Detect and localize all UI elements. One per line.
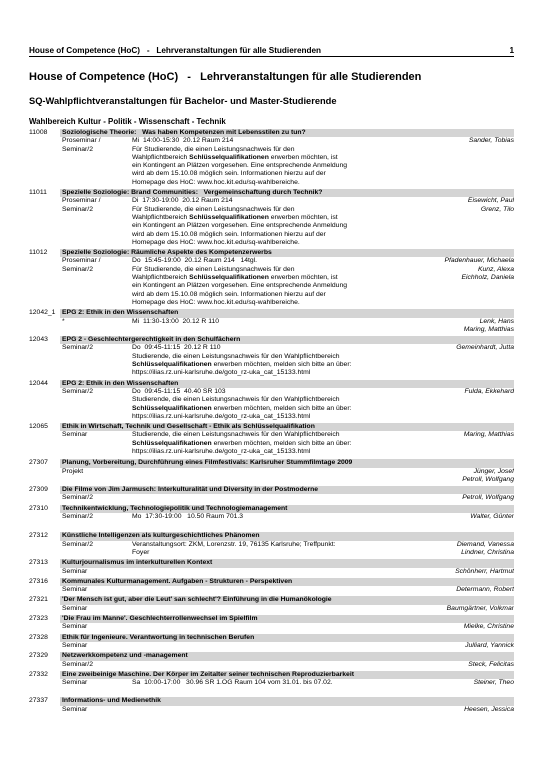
course-number: 11008 (29, 129, 48, 136)
course-type (60, 661, 132, 669)
course-entry (29, 309, 514, 334)
course-type-line: Seminar/2 (62, 205, 93, 213)
course-title: Soziologische Theorie: Was haben Kompetenzen mit Lebensstilen zu tun? (60, 129, 514, 137)
course-type-line: Seminar/2 (62, 344, 93, 352)
course-type (60, 257, 132, 307)
lecturer-name: Heesen, Jessica (464, 705, 514, 713)
course-type (60, 586, 132, 594)
course-title: Kulturjournalismus im interkulturellen Kontext (60, 559, 514, 567)
course-entry (29, 459, 514, 484)
course-entry (29, 249, 514, 307)
course-title: Künstliche Intelligenzen als kulturgeschichtliches Phänomen (60, 532, 514, 540)
course-type-line: Seminar/2 (62, 660, 93, 668)
course-lecturers (404, 494, 514, 502)
lecturer-name: Lenk, Hans (479, 317, 514, 325)
course-detail-line: Do 09:45-11:15 40.40 SR 103 (132, 387, 226, 395)
lecturer-name: Diemand, Vanessa (456, 540, 514, 548)
course-title-row (29, 615, 514, 623)
course-details (29, 494, 514, 502)
course-number: 12043 (29, 336, 48, 344)
course-number: 27328 (29, 633, 48, 641)
course-type (60, 137, 132, 187)
lecturer-name: Julliard, Yannick (465, 641, 514, 649)
lecturer-name: Grenz, Tilo (480, 205, 514, 213)
lecturer-name: Eichholz, Daniela (461, 274, 514, 282)
course-details (29, 642, 514, 650)
course-schedule (132, 642, 404, 650)
lecturer-name: Lindner, Christina (461, 548, 514, 556)
course-schedule (132, 137, 404, 187)
lecturer-name: Jünger, Josef (473, 467, 514, 475)
course-schedule (132, 586, 404, 594)
course-type (60, 468, 132, 485)
course-detail-line: Homepage des HoC: www.hoc.kit.edu/sq-wahlbereiche. (132, 178, 300, 186)
course-entry (29, 189, 514, 247)
course-detail-line: Studierende, die einen Leistungsnachweis für den Wahlpflichtbereich (132, 431, 340, 439)
course-detail-line: Veranstaltungsort: ZKM, Lorenzstr. 19, 76135 Karlsruhe; Treffpunkt: (132, 540, 336, 548)
course-title-row (29, 336, 514, 344)
course-title-row (29, 423, 514, 431)
course-detail-line: ein Kontingent an Plätzen vorgesehen. Eine entsprechende Anmeldung (132, 282, 348, 290)
course-entry (29, 652, 514, 669)
course-title-row (29, 189, 514, 197)
course-detail-line: Mi 11:30-13:00 20.12 R 110 (132, 317, 220, 325)
keyword-emphasis: Schlüsselqualifikationen (189, 213, 269, 221)
course-entry (29, 615, 514, 632)
lecturer-name: Gemeinhardt, Jutta (456, 344, 514, 352)
course-lecturers (404, 541, 514, 558)
course-title: 'Der Mensch ist gut, aber die Leut' san schlecht'? Einführung in die Humanökologie (60, 596, 514, 604)
course-detail-line: Mo 17:30-19:00 10.50 Raum 701.3 (132, 513, 244, 521)
course-schedule (132, 679, 404, 687)
course-lecturers (404, 318, 514, 335)
course-schedule (132, 513, 404, 521)
course-entry (29, 634, 514, 651)
section-heading: Wahlbereich Kultur - Politik - Wissenschaft - Technik (29, 117, 226, 126)
lecturer-name: Kunz, Alexa (477, 265, 514, 273)
course-detail-line: Sa 10:00-17:00 30.96 SR 1.OG Raum 104 vom 31.01. bis 07.02. (132, 679, 333, 687)
course-type-line: Proseminar / (62, 137, 101, 145)
course-number: 27329 (29, 652, 48, 660)
course-number: 27316 (29, 577, 48, 585)
course-detail-line: https://ilias.rz.uni-karlsruhe.de/goto_rz-uka_cat_15133.html (132, 447, 311, 455)
course-detail-line: wird ab dem 15.10.08 möglich sein. Informationen hierzu auf der (132, 290, 326, 298)
course-title-row (29, 249, 514, 257)
course-details (29, 344, 514, 377)
lecturer-name: Sander, Tobias (468, 137, 514, 145)
course-details (29, 541, 514, 558)
keyword-emphasis: Schlüsselqualifikationen (189, 153, 269, 161)
course-number: 12065 (29, 423, 48, 431)
course-detail-line: Wahlpflichtbereich Schlüsselqualifikationen erwerben möchten, ist (132, 274, 338, 282)
course-title: Spezielle Soziologie: Räumliche Aspekte des Kompetenzerwerbs (60, 249, 514, 257)
course-title: EPG 2: Ethik in den Wissenschaften (60, 309, 514, 317)
course-detail-line: https://ilias.rz.uni-karlsruhe.de/goto_rz-uka_cat_15133.html (132, 369, 311, 377)
course-detail-line: Wahlpflichtbereich Schlüsselqualifikationen erwerben möchten, ist (132, 213, 338, 221)
lecturer-name: Maring, Matthias (463, 325, 514, 333)
lecturer-name: Petroll, Wolfgang (462, 475, 514, 483)
course-detail-line: wird ab dem 15.10.08 möglich sein. Informationen hierzu auf der (132, 170, 326, 178)
course-detail-line: Foyer (132, 548, 150, 556)
course-detail-line: Studierende, die einen Leistungsnachweis für den Wahlpflichtbereich (132, 396, 340, 404)
lecturer-name: Pfadenhauer, Michaela (444, 257, 514, 265)
course-schedule (132, 623, 404, 631)
course-type (60, 318, 132, 335)
course-schedule (132, 568, 404, 576)
running-header-title: House of Competence (HoC) - Lehrveranstaltungen für alle Studierenden (29, 46, 322, 55)
course-lecturers (404, 642, 514, 650)
course-details (29, 388, 514, 421)
course-number: 12042_1 (29, 309, 56, 317)
course-type (60, 568, 132, 576)
course-type (60, 344, 132, 377)
lecturer-name: Steck, Felicitas (468, 660, 514, 668)
course-title-row (29, 559, 514, 567)
lecturer-name: Mielke, Christine (463, 623, 514, 631)
course-type (60, 388, 132, 421)
course-schedule (132, 344, 404, 377)
course-entry (29, 671, 514, 688)
course-entry (29, 129, 514, 187)
course-lecturers (404, 605, 514, 613)
course-schedule (132, 494, 404, 502)
course-detail-line: Do 15:45-19:00 20.12 Raum 214 14tgl. (132, 257, 258, 265)
course-lecturers (404, 344, 514, 377)
course-details (29, 568, 514, 576)
lecturer-name: Steiner, Theo (473, 679, 514, 687)
lecturer-name: Determann, Robert (456, 586, 514, 594)
course-title-row (29, 578, 514, 586)
course-details (29, 318, 514, 335)
course-lecturers (404, 431, 514, 456)
course-type-line: Seminar (62, 586, 88, 594)
lecturer-name: Schönherr, Hartmut (455, 567, 514, 575)
course-type (60, 494, 132, 502)
keyword-emphasis: Schlüsselqualifikationen (189, 274, 269, 282)
keyword-emphasis: Schlüsselqualifikationen (132, 404, 212, 412)
course-number: 27310 (29, 504, 48, 512)
course-schedule (132, 388, 404, 421)
course-schedule (132, 468, 404, 485)
course-schedule (132, 318, 404, 335)
course-lecturers (404, 623, 514, 631)
page-title: House of Competence (HoC) - Lehrveranstaltungen für alle Studierenden (29, 71, 422, 83)
course-details (29, 431, 514, 456)
lecturer-name: Maring, Matthias (463, 431, 514, 439)
course-lecturers (404, 197, 514, 247)
course-type (60, 513, 132, 521)
course-lecturers (404, 568, 514, 576)
course-title: Kommunales Kulturmanagement. Aufgaben - Strukturen - Perspektiven (60, 578, 514, 586)
lecturer-name: Petroll, Wolfgang (462, 494, 514, 502)
course-lecturers (404, 513, 514, 521)
course-type-line: Seminar (62, 623, 88, 631)
course-detail-line: https://ilias.rz.uni-karlsruhe.de/goto_rz-uka_cat_15133.html (132, 412, 311, 420)
keyword-emphasis: Schlüsselqualifikationen (132, 361, 212, 369)
course-lecturers (404, 137, 514, 187)
course-title-row (29, 532, 514, 540)
running-header (29, 46, 514, 57)
course-entry (29, 532, 514, 557)
course-title-row (29, 697, 514, 705)
course-type-line: Proseminar / (62, 197, 101, 205)
course-type (60, 679, 132, 687)
course-detail-line: Mi 14:00-15:30 20.12 Raum 214 (132, 137, 234, 145)
course-lecturers (404, 586, 514, 594)
course-type-line: Seminar/2 (62, 387, 93, 395)
course-detail-line: wird ab dem 15.10.08 möglich sein. Informationen hierzu auf der (132, 230, 326, 238)
course-schedule (132, 605, 404, 613)
course-type-line: * (62, 317, 65, 325)
course-number: 27337 (29, 697, 48, 705)
course-details (29, 468, 514, 485)
course-title-row (29, 634, 514, 642)
lecturer-name: Baumgärtner, Volkmar (446, 604, 514, 612)
course-number: 27312 (29, 532, 48, 540)
course-title: EPG 2 - Geschlechtergerechtigkeit in den Schulfächern (60, 336, 514, 344)
course-type-line: Seminar (62, 431, 88, 439)
course-type-line: Proseminar / (62, 257, 101, 265)
course-number: 27307 (29, 459, 48, 467)
course-details (29, 257, 514, 307)
course-details (29, 605, 514, 613)
course-type-line: Seminar/2 (62, 494, 93, 502)
course-title-row (29, 596, 514, 604)
course-entry (29, 336, 514, 377)
course-lecturers (404, 661, 514, 669)
course-title: 'Die Frau im Manne'. Geschlechterrollenwechsel im Spielfilm (60, 615, 514, 623)
course-detail-line: Schlüsselqualifikationen erwerben möchten, melden sich bitte an über: (132, 361, 352, 369)
course-number: 27321 (29, 596, 48, 604)
course-number: 27309 (29, 486, 48, 494)
course-detail-line: ein Kontingent an Plätzen vorgesehen. Eine entsprechende Anmeldung (132, 222, 348, 230)
course-entry (29, 578, 514, 595)
course-lecturers (404, 388, 514, 421)
course-number: 12044 (29, 379, 48, 387)
course-number: 11011 (29, 189, 47, 197)
course-lecturers (404, 257, 514, 307)
lecturer-name: Fulda, Ekkehard (464, 387, 514, 395)
course-entry (29, 423, 514, 456)
course-number: 27332 (29, 670, 48, 678)
course-title: Spezielle Soziologie: Brand Communities: Vergemeinschaftung durch Technik? (60, 189, 514, 197)
course-title-row (29, 671, 514, 679)
course-detail-line: Schlüsselqualifikationen erwerben möchten, melden sich bitte an über: (132, 404, 352, 412)
course-title: Planung, Vorbereitung, Durchführung eines Filmfestivals: Karlsruher Stummfilmtage 2009 (60, 459, 514, 467)
course-title: Die Filme von Jim Jarmusch: Interkulturalität und Diversity in der Postmoderne (60, 486, 514, 494)
course-title-row (29, 459, 514, 467)
course-lecturers (404, 706, 514, 714)
course-entry (29, 596, 514, 613)
course-type-line: Seminar/2 (62, 513, 93, 521)
course-entry (29, 559, 514, 576)
course-type (60, 541, 132, 558)
course-detail-line: Di 17:30-19:00 20.12 Raum 214 (132, 197, 233, 205)
course-detail-line: Schlüsselqualifikationen erwerben möchten, melden sich bitte an über: (132, 439, 352, 447)
course-details (29, 679, 514, 687)
course-details (29, 513, 514, 521)
course-title: Ethik in Wirtschaft, Technik und Gesellschaft - Ethik als Schlüsselqualifikation (60, 423, 514, 431)
page-number: 1 (509, 46, 514, 55)
course-entry (29, 505, 514, 522)
course-detail-line: Für Studierende, die einen Leistungsnachweis für den (132, 265, 295, 273)
course-details (29, 706, 514, 714)
page-subtitle: SQ-Wahlpflichtveranstaltungen für Bachelor- und Master-Studierende (29, 96, 337, 106)
course-detail-line: Für Studierende, die einen Leistungsnachweis für den (132, 205, 295, 213)
course-lecturers (404, 468, 514, 485)
course-title: Ethik für Ingenieure. Verantwortung in technischen Berufen (60, 634, 514, 642)
course-title: EPG 2: Ethik in den Wissenschaften (60, 380, 514, 388)
course-detail-line: ein Kontingent an Plätzen vorgesehen. Eine entsprechende Anmeldung (132, 162, 348, 170)
course-type (60, 431, 132, 456)
course-entry (29, 380, 514, 421)
course-type-line: Seminar (62, 604, 88, 612)
course-title: Technikentwicklung, Technologiepolitik und Technologiemanagement (60, 505, 514, 513)
course-detail-line: Do 09:45-11:15 20.12 R 110 (132, 344, 221, 352)
course-schedule (132, 661, 404, 669)
course-type (60, 197, 132, 247)
course-schedule (132, 257, 404, 307)
course-type (60, 706, 132, 714)
course-detail-line: Homepage des HoC: www.hoc.kit.edu/sq-wahlbereiche. (132, 238, 300, 246)
course-detail-line: Wahlpflichtbereich Schlüsselqualifikationen erwerben möchten, ist (132, 153, 338, 161)
course-schedule (132, 197, 404, 247)
course-type-line: Seminar (62, 567, 88, 575)
course-title-row (29, 129, 514, 137)
course-type-line: Seminar/2 (62, 540, 93, 548)
course-entry (29, 697, 514, 714)
course-schedule (132, 431, 404, 456)
course-type-line: Seminar/2 (62, 145, 93, 153)
course-type-line: Seminar (62, 641, 88, 649)
course-detail-line: Homepage des HoC: www.hoc.kit.edu/sq-wahlbereiche. (132, 298, 300, 306)
course-type-line: Seminar (62, 705, 88, 713)
course-detail-line: Für Studierende, die einen Leistungsnachweis für den (132, 145, 295, 153)
course-title: Eine zweibeinige Maschine. Der Körper im Zeitalter seiner technischen Reproduzierbarkeit (60, 671, 514, 679)
course-number: 27313 (29, 559, 48, 567)
course-type-line: Seminar (62, 679, 88, 687)
course-type-line: Seminar/2 (62, 265, 93, 273)
course-number: 11012 (29, 249, 48, 257)
course-details (29, 197, 514, 247)
course-details (29, 623, 514, 631)
course-title: Netzwerkkompetenz und -management (60, 652, 514, 660)
course-listing (29, 129, 514, 716)
course-title-row (29, 505, 514, 513)
course-detail-line: Studierende, die einen Leistungsnachweis für den Wahlpflichtbereich (132, 352, 340, 360)
course-type (60, 623, 132, 631)
course-title-row (29, 652, 514, 660)
course-title-row (29, 486, 514, 494)
course-details (29, 661, 514, 669)
course-schedule (132, 706, 404, 714)
course-entry (29, 486, 514, 503)
course-details (29, 137, 514, 187)
lecturer-name: Eisewicht, Paul (467, 197, 514, 205)
course-number: 27323 (29, 615, 48, 623)
course-schedule (132, 541, 404, 558)
course-title-row (29, 380, 514, 388)
course-type-line: Projekt (62, 467, 84, 475)
course-type (60, 642, 132, 650)
lecturer-name: Walter, Günter (470, 513, 514, 521)
course-details (29, 586, 514, 594)
course-title-row (29, 309, 514, 317)
course-type (60, 605, 132, 613)
keyword-emphasis: Schlüsselqualifikationen (132, 439, 212, 447)
course-lecturers (404, 679, 514, 687)
course-title: Informations- und Medienethik (60, 697, 514, 705)
